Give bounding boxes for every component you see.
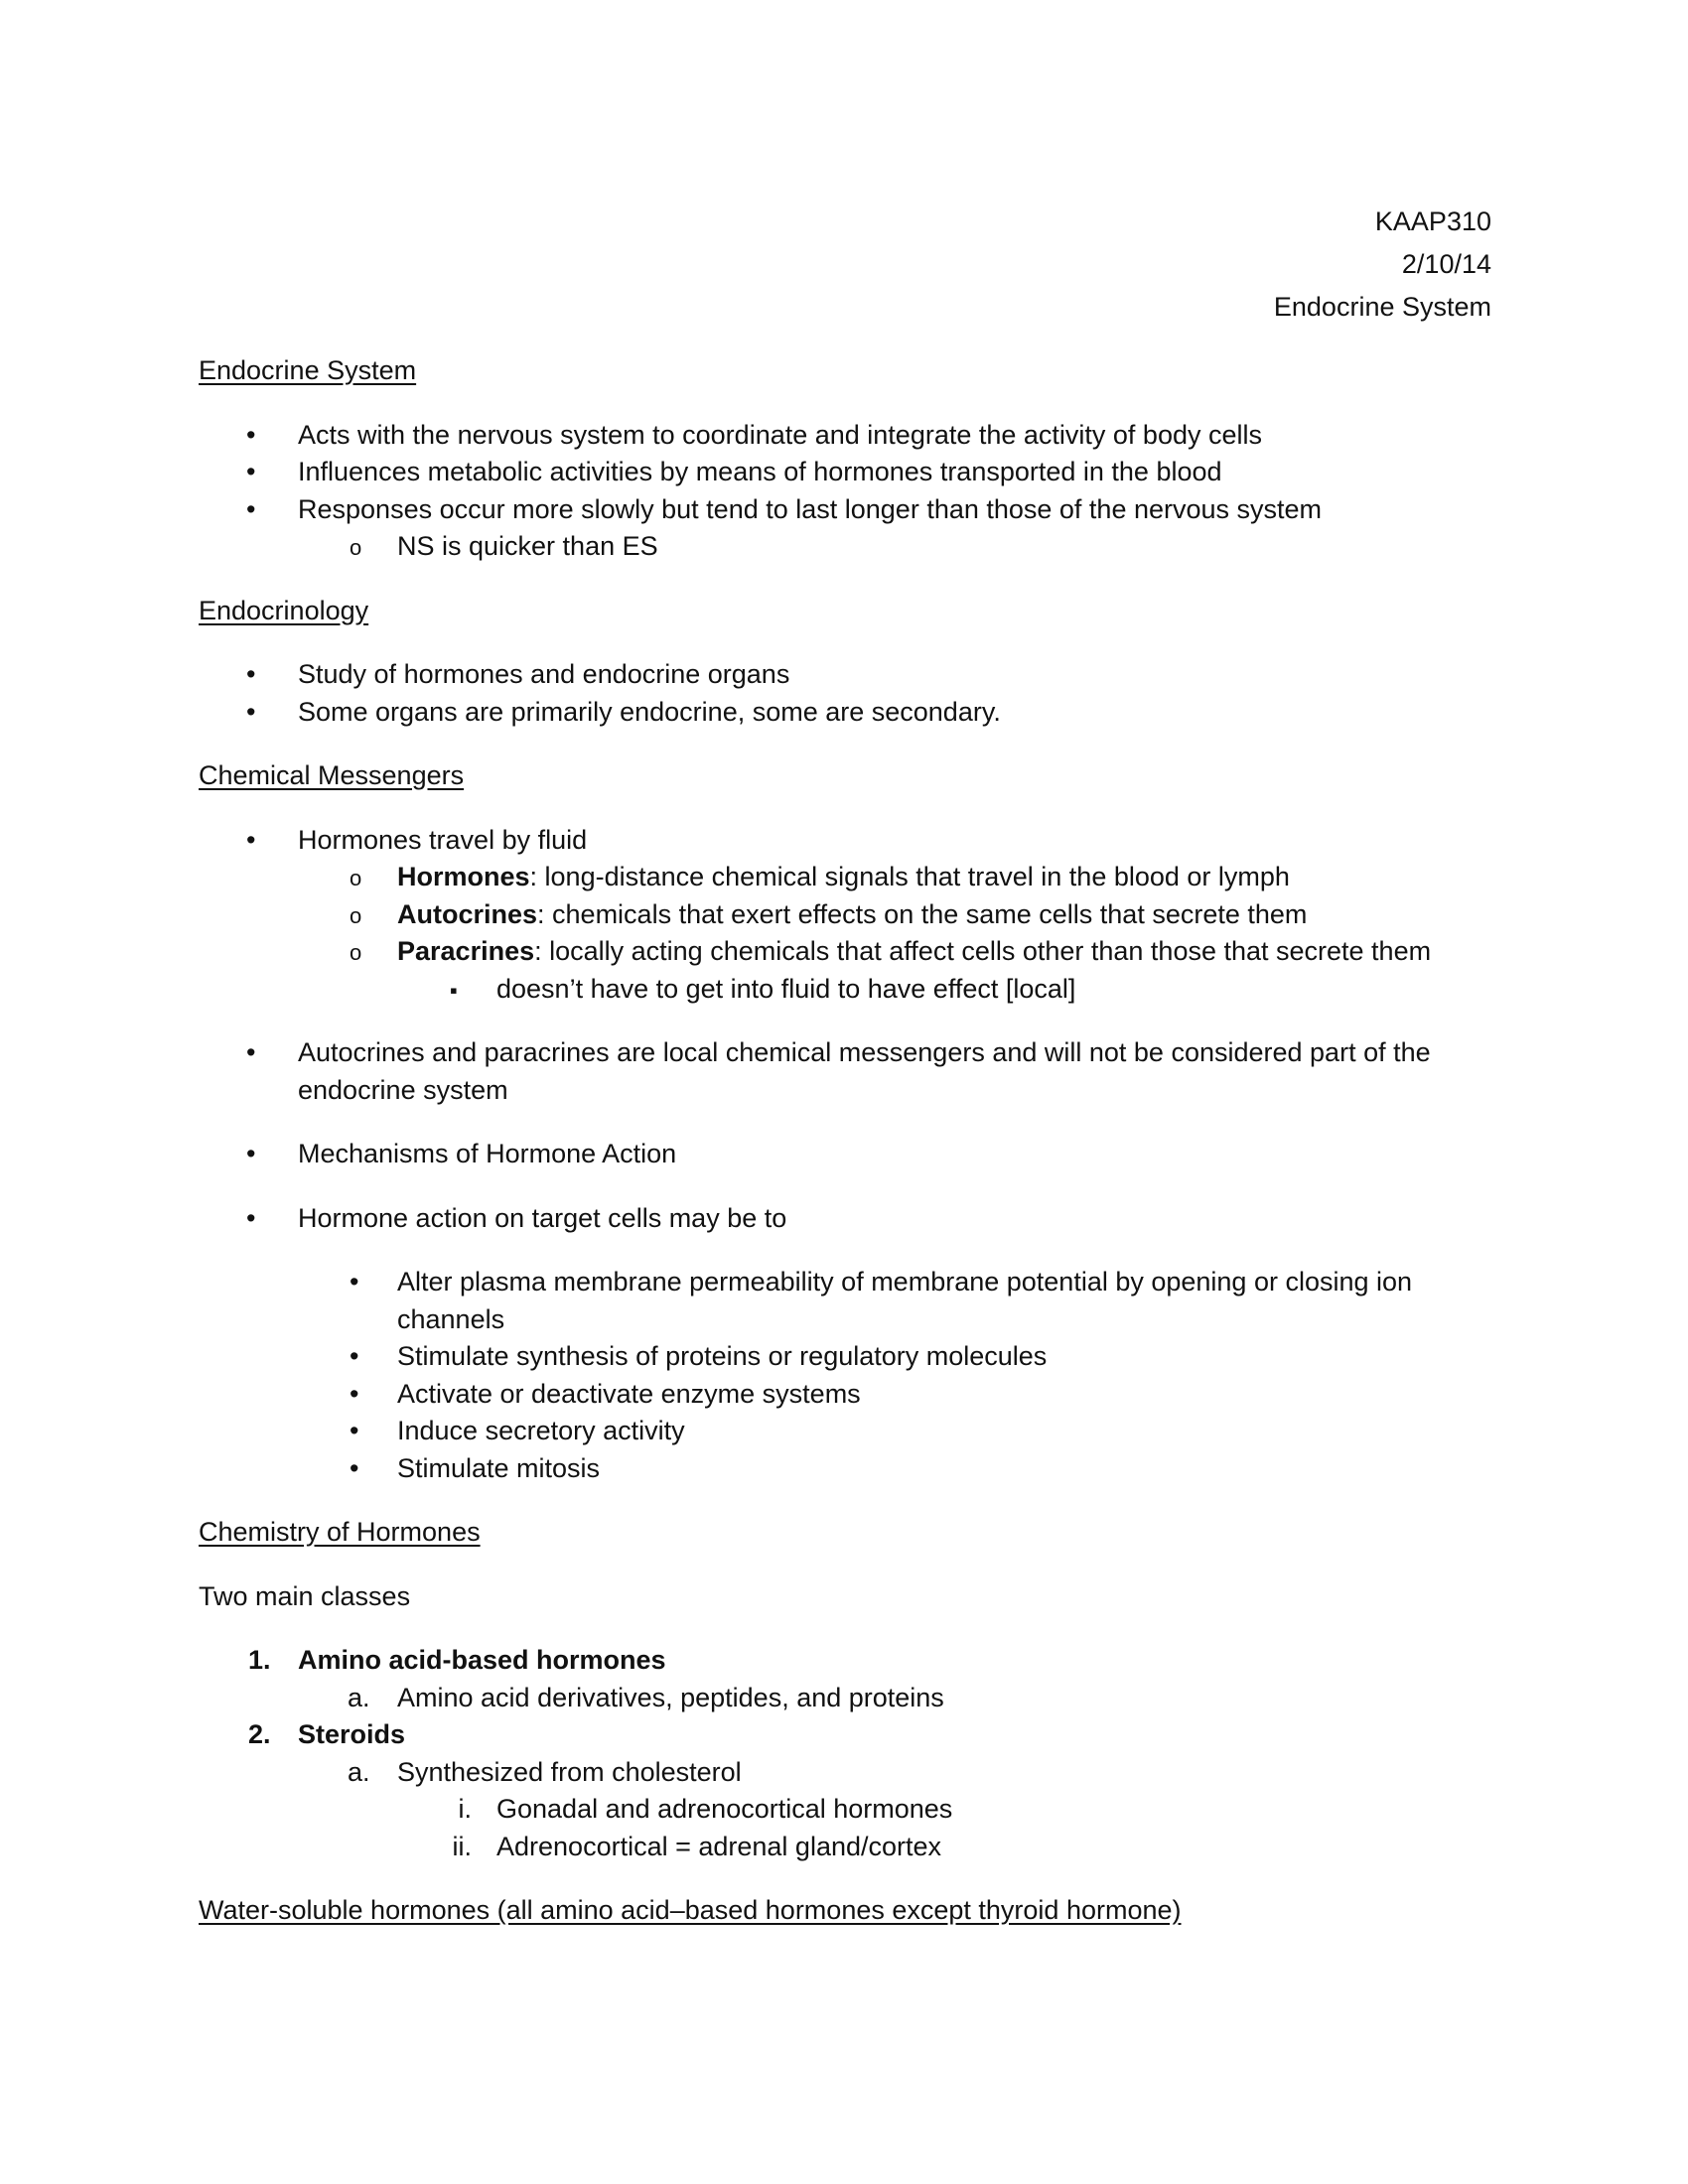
list-item bbox=[199, 1034, 1489, 1109]
section-heading: Endocrine System bbox=[199, 355, 417, 385]
circle-bullet-marker bbox=[350, 933, 361, 972]
bullet-marker bbox=[246, 1200, 255, 1238]
lecture-topic: Endocrine System bbox=[1273, 292, 1491, 322]
section-heading: Endocrinology bbox=[199, 595, 369, 625]
term-definition: : locally acting chemicals that affect cells other than those that secrete them bbox=[534, 936, 1432, 966]
bullet-marker bbox=[350, 1264, 358, 1301]
list-item-text: Responses occur more slowly but tend to last longer than those of the nervous system bbox=[298, 493, 1323, 524]
list-item bbox=[199, 491, 1489, 529]
class-item bbox=[199, 1642, 1489, 1680]
bullet-marker bbox=[246, 656, 255, 694]
sub-sub-list-item bbox=[199, 1791, 1489, 1829]
list-item bbox=[199, 822, 1489, 860]
list-item-text: NS is quicker than ES bbox=[397, 531, 658, 561]
intro-text: Two main classes bbox=[199, 1580, 411, 1611]
section-water-soluble-hormones bbox=[199, 1892, 1489, 1930]
page-header bbox=[1274, 201, 1491, 329]
bullet-list bbox=[199, 417, 1489, 566]
term-definition: : chemicals that exert effects on the same cells that secrete them bbox=[537, 898, 1308, 929]
section-endocrine-system bbox=[199, 352, 1489, 566]
course-code: KAAP310 bbox=[1374, 206, 1491, 236]
action-item bbox=[199, 1338, 1489, 1376]
list-item bbox=[199, 1200, 1489, 1238]
list-item-text: Stimulate mitosis bbox=[397, 1452, 601, 1483]
roman-marker: i. bbox=[458, 1794, 472, 1824]
bullet-marker bbox=[350, 1413, 358, 1450]
list-item-text: Autocrines and paracrines are local chemical messengers and will not be considered part of the endocrine system bbox=[298, 1037, 1431, 1105]
list-item bbox=[199, 656, 1489, 694]
list-item-text: Synthesized from cholesterol bbox=[397, 1756, 742, 1787]
sub-list-item bbox=[199, 1680, 1489, 1717]
notes-body bbox=[199, 352, 1489, 1957]
list-item-text: Influences metabolic activities by means of hormones transported in the blood bbox=[298, 457, 1222, 486]
circle-bullet-marker bbox=[350, 859, 361, 897]
bullet-marker bbox=[350, 1338, 358, 1376]
list-item-text: Mechanisms of Hormone Action bbox=[298, 1139, 677, 1168]
bullet-marker bbox=[246, 491, 255, 529]
number-marker: 1. bbox=[248, 1645, 271, 1675]
action-item bbox=[199, 1413, 1489, 1450]
circle-bullet-marker bbox=[350, 528, 361, 567]
section-heading: Water-soluble hormones (all amino acid–based hormones except thyroid hormone) bbox=[199, 1895, 1182, 1925]
term-autocrines: Autocrines bbox=[397, 898, 538, 929]
bullet-list bbox=[199, 656, 1489, 731]
action-item bbox=[199, 1376, 1489, 1414]
list-item-text: Gonadal and adrenocortical hormones bbox=[496, 1794, 953, 1824]
list-item-text: Stimulate synthesis of proteins or regulatory molecules bbox=[397, 1341, 1048, 1371]
bullet-marker bbox=[246, 694, 255, 732]
number-marker: 2. bbox=[248, 1719, 271, 1749]
list-item-text: Amino acid derivatives, peptides, and proteins bbox=[397, 1682, 944, 1712]
list-item-text: Hormones travel by fluid bbox=[298, 824, 588, 855]
list-item-text: Study of hormones and endocrine organs bbox=[298, 659, 790, 689]
sub-list-item bbox=[199, 896, 1489, 934]
letter-marker: a. bbox=[348, 1682, 370, 1712]
list-item-text: Acts with the nervous system to coordinate and integrate the activity of body cells bbox=[298, 419, 1262, 450]
list-item-text: Activate or deactivate enzyme systems bbox=[397, 1378, 861, 1409]
term-paracrines: Paracrines bbox=[397, 936, 535, 966]
sub-list-item bbox=[199, 528, 1489, 566]
sub-list-item bbox=[199, 859, 1489, 896]
square-bullet-marker bbox=[450, 971, 458, 1010]
bullet-marker bbox=[246, 822, 255, 860]
section-chemical-messengers bbox=[199, 757, 1489, 1487]
list-item-text: Hormone action on target cells may be to bbox=[298, 1202, 787, 1233]
section-chemistry-of-hormones bbox=[199, 1514, 1489, 1865]
roman-marker: ii. bbox=[452, 1831, 472, 1861]
bullet-marker bbox=[246, 1136, 255, 1173]
section-endocrinology bbox=[199, 593, 1489, 732]
sub-list-item bbox=[199, 1754, 1489, 1792]
list-item bbox=[199, 417, 1489, 455]
section-heading: Chemical Messengers bbox=[199, 760, 465, 790]
list-item bbox=[199, 454, 1489, 491]
lecture-date: 2/10/14 bbox=[1401, 249, 1491, 279]
action-item bbox=[199, 1264, 1489, 1338]
circle-bullet-marker bbox=[350, 896, 361, 935]
bullet-list bbox=[199, 822, 1489, 1488]
bullet-marker bbox=[350, 1450, 358, 1488]
class-item bbox=[199, 1716, 1489, 1754]
sub-sub-list-item bbox=[199, 971, 1489, 1009]
list-item-text: Some organs are primarily endocrine, some are secondary. bbox=[298, 696, 1001, 727]
action-item bbox=[199, 1450, 1489, 1488]
list-item-text: Induce secretory activity bbox=[397, 1416, 685, 1445]
sub-sub-list-item bbox=[199, 1829, 1489, 1866]
bullet-marker bbox=[246, 1034, 255, 1072]
bullet-marker bbox=[246, 417, 255, 455]
list-item-text: doesn’t have to get into fluid to have effect [local] bbox=[496, 973, 1076, 1004]
sub-list-item bbox=[199, 933, 1489, 971]
list-item-text: Alter plasma membrane permeability of membrane potential by opening or closing ion channels bbox=[397, 1267, 1413, 1334]
bullet-marker bbox=[246, 454, 255, 491]
section-heading: Chemistry of Hormones bbox=[199, 1517, 481, 1547]
letter-marker: a. bbox=[348, 1756, 370, 1787]
term-definition: : long-distance chemical signals that travel in the blood or lymph bbox=[529, 862, 1290, 891]
list-item-text: Adrenocortical = adrenal gland/cortex bbox=[496, 1831, 942, 1861]
list-item bbox=[199, 694, 1489, 732]
class-name: Amino acid-based hormones bbox=[298, 1645, 666, 1675]
class-name: Steroids bbox=[298, 1719, 406, 1749]
term-hormones: Hormones bbox=[397, 862, 530, 891]
list-item bbox=[199, 1136, 1489, 1173]
numbered-list bbox=[199, 1642, 1489, 1865]
bullet-marker bbox=[350, 1376, 358, 1414]
